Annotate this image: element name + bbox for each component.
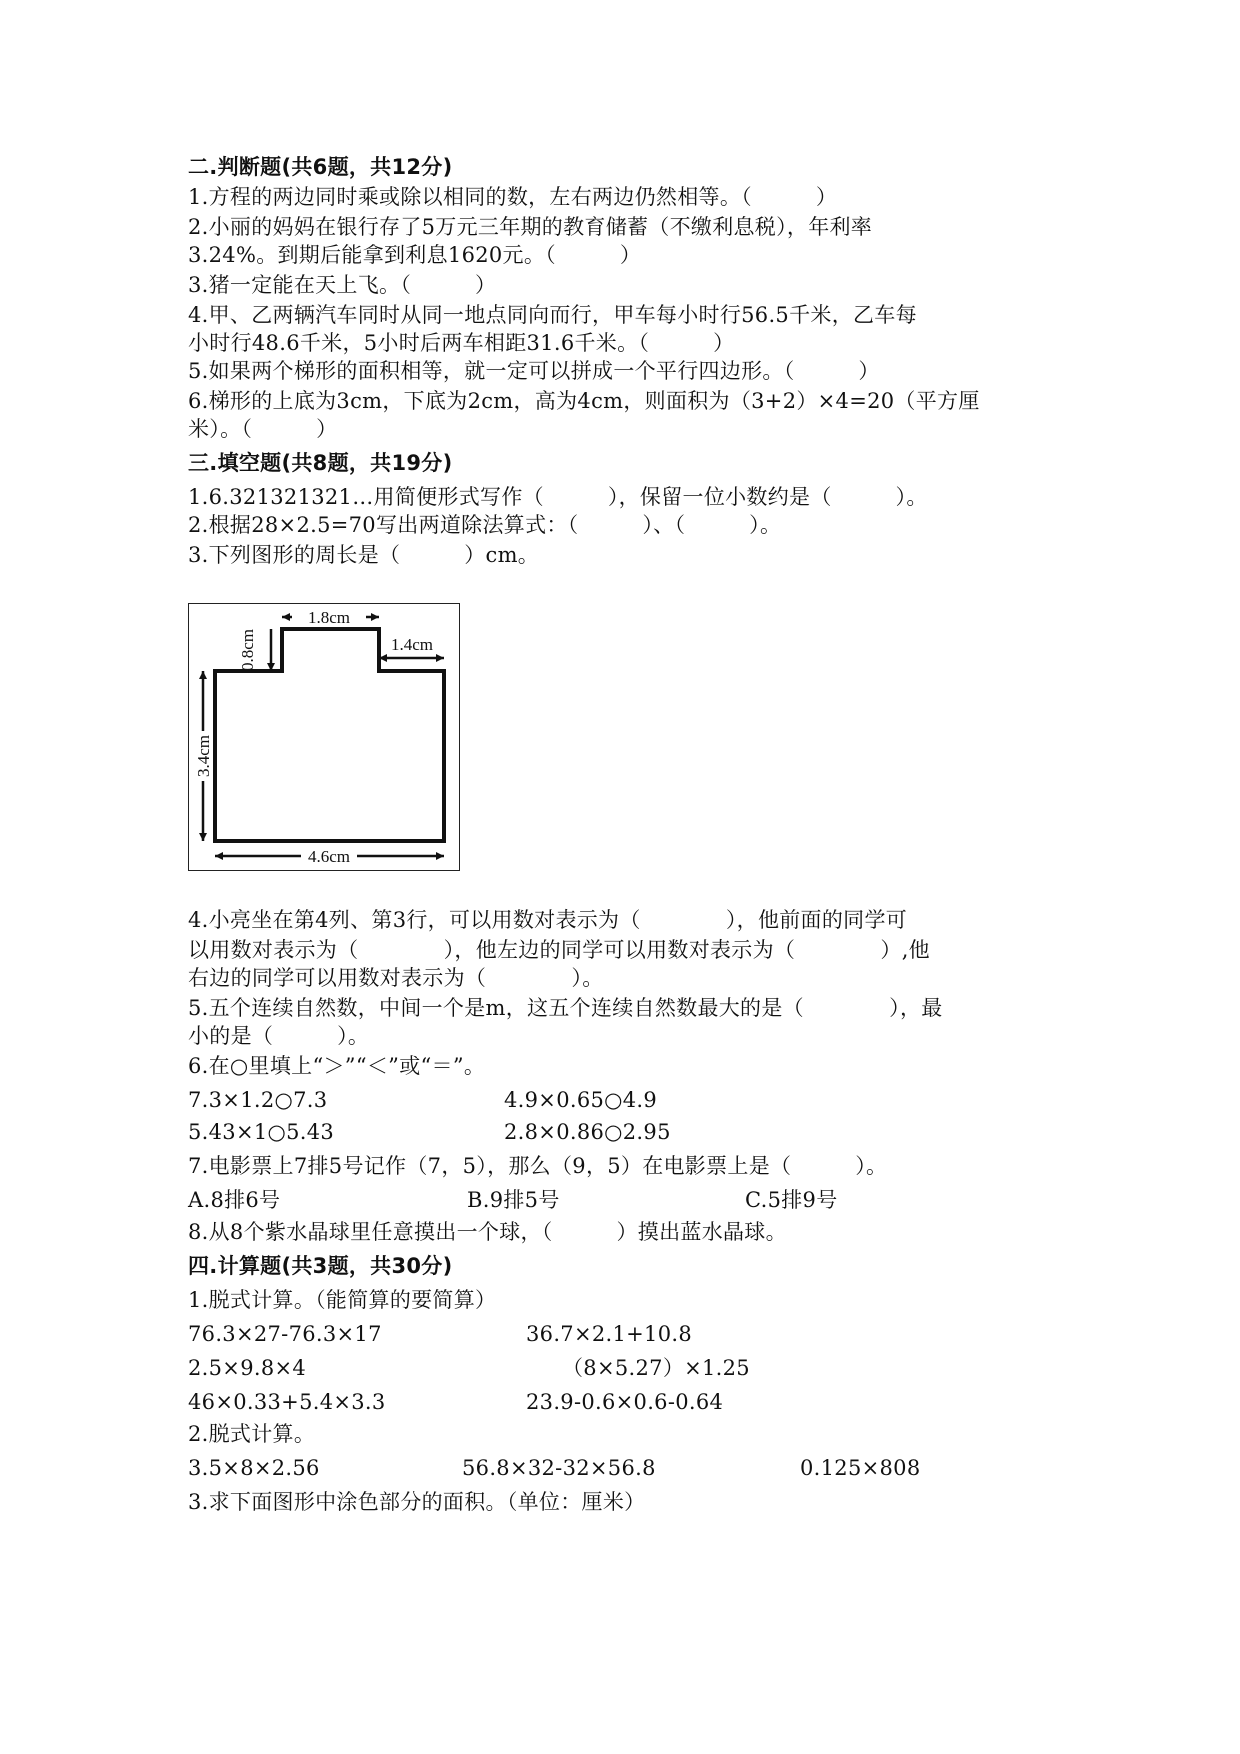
judge-q3: 3.猪一定能在天上飞。（ ） <box>188 273 497 297</box>
dim-label-left: 3.4cm <box>194 734 213 778</box>
arrow-icon <box>371 613 379 621</box>
dim-label-right: 1.4cm <box>390 635 434 654</box>
arrow-icon <box>199 671 207 679</box>
compare-2a: 5.43×1○5.43 <box>188 1120 335 1144</box>
dim-label-bottom: 4.6cm <box>307 847 351 866</box>
fill-q7: 7.电影票上7排5号记作（7，5），那么（9，5）在电影票上是（ ）。 <box>188 1154 888 1178</box>
judge-q6-line1: 6.梯形的上底为3cm，下底为2cm，高为4cm，则面积为（3+2）×4=20（平方厘 <box>188 389 980 413</box>
calc-q1-item-3: 2.5×9.8×4 <box>188 1356 307 1380</box>
calc-q1-item-5: 46×0.33+5.4×3.3 <box>188 1390 386 1414</box>
judge-q6-line2: 米）。（ ） <box>188 417 338 441</box>
arrow-icon <box>215 852 223 860</box>
judge-q2-line1: 2.小丽的妈妈在银行存了5万元三年期的教育储蓄（不缴利息税），年利率 <box>188 215 873 239</box>
fill-q7-option-c: C.5排9号 <box>745 1188 838 1212</box>
judge-q4-line1: 4.甲、乙两辆汽车同时从同一地点同向而行，甲车每小时行56.5千米，乙车每 <box>188 303 917 327</box>
judge-q2-line2: 3.24%。到期后能拿到利息1620元。（ ） <box>188 243 642 267</box>
calc-q3: 3.求下面图形中涂色部分的面积。（单位：厘米） <box>188 1490 646 1514</box>
compare-2b: 2.8×0.86○2.95 <box>504 1120 671 1144</box>
fill-q7-option-a: A.8排6号 <box>188 1188 281 1212</box>
fill-q4-line1: 4.小亮坐在第4列、第3行，可以用数对表示为（ ），他前面的同学可 <box>188 908 908 932</box>
section-4-heading: 四.计算题(共3题，共30分) <box>188 1254 453 1278</box>
compare-1b: 4.9×0.65○4.9 <box>504 1088 658 1112</box>
calc-q1-item-2: 36.7×2.1+10.8 <box>526 1322 693 1346</box>
perimeter-figure <box>188 603 460 871</box>
section-2-heading: 二.判断题(共6题，共12分) <box>188 155 453 179</box>
judge-q5: 5.如果两个梯形的面积相等，就一定可以拼成一个平行四边形。（ ） <box>188 359 880 383</box>
dim-label-top: 1.8cm <box>307 608 351 627</box>
judge-q4-line2: 小时行48.6千米，5小时后两车相距31.6千米。（ ） <box>188 331 735 355</box>
fill-q5-line1: 5.五个连续自然数，中间一个是m，这五个连续自然数最大的是（ ），最 <box>188 996 943 1020</box>
calc-q1-item-4: （8×5.27）×1.25 <box>562 1356 750 1380</box>
fill-q4-line3: 右边的同学可以用数对表示为（ ）。 <box>188 966 604 990</box>
fill-q3: 3.下列图形的周长是（ ）cm。 <box>188 543 540 567</box>
judge-q1: 1.方程的两边同时乘或除以相同的数，左右两边仍然相等。（ ） <box>188 185 838 209</box>
arrow-icon <box>199 833 207 841</box>
fill-q4-line2: 以用数对表示为（ ），他左边的同学可以用数对表示为（ ）,他 <box>188 938 930 962</box>
dim-label-small-left: 0.8cm <box>238 628 257 672</box>
fill-q6: 6.在○里填上“＞”“＜”或“＝”。 <box>188 1054 486 1078</box>
section-3-heading: 三.填空题(共8题，共19分) <box>188 451 453 475</box>
perimeter-figure-drawing <box>189 604 461 872</box>
fill-q7-option-b: B.9排5号 <box>467 1188 560 1212</box>
fill-q8: 8.从8个紫水晶球里任意摸出一个球，（ ）摸出蓝水晶球。 <box>188 1220 787 1244</box>
fill-q2: 2.根据28×2.5=70写出两道除法算式：（ ）、（ ）。 <box>188 513 782 537</box>
arrow-icon <box>436 654 444 662</box>
fill-q1: 1.6.321321321…用简便形式写作（ ），保留一位小数约是（ ）。 <box>188 485 928 509</box>
compare-1a: 7.3×1.2○7.3 <box>188 1088 328 1112</box>
arrow-icon <box>436 852 444 860</box>
calc-q2: 2.脱式计算。 <box>188 1422 316 1446</box>
calc-q1: 1.脱式计算。（能简算的要简算） <box>188 1288 497 1312</box>
fill-q5-line2: 小的是（ ）。 <box>188 1024 370 1048</box>
calc-q1-item-6: 23.9-0.6×0.6-0.64 <box>526 1390 724 1414</box>
calc-q2-item-3: 0.125×808 <box>800 1456 921 1480</box>
arrow-icon <box>282 613 290 621</box>
calc-q1-item-1: 76.3×27-76.3×17 <box>188 1322 382 1346</box>
calc-q2-item-1: 3.5×8×2.56 <box>188 1456 320 1480</box>
calc-q2-item-2: 56.8×32-32×56.8 <box>462 1456 656 1480</box>
